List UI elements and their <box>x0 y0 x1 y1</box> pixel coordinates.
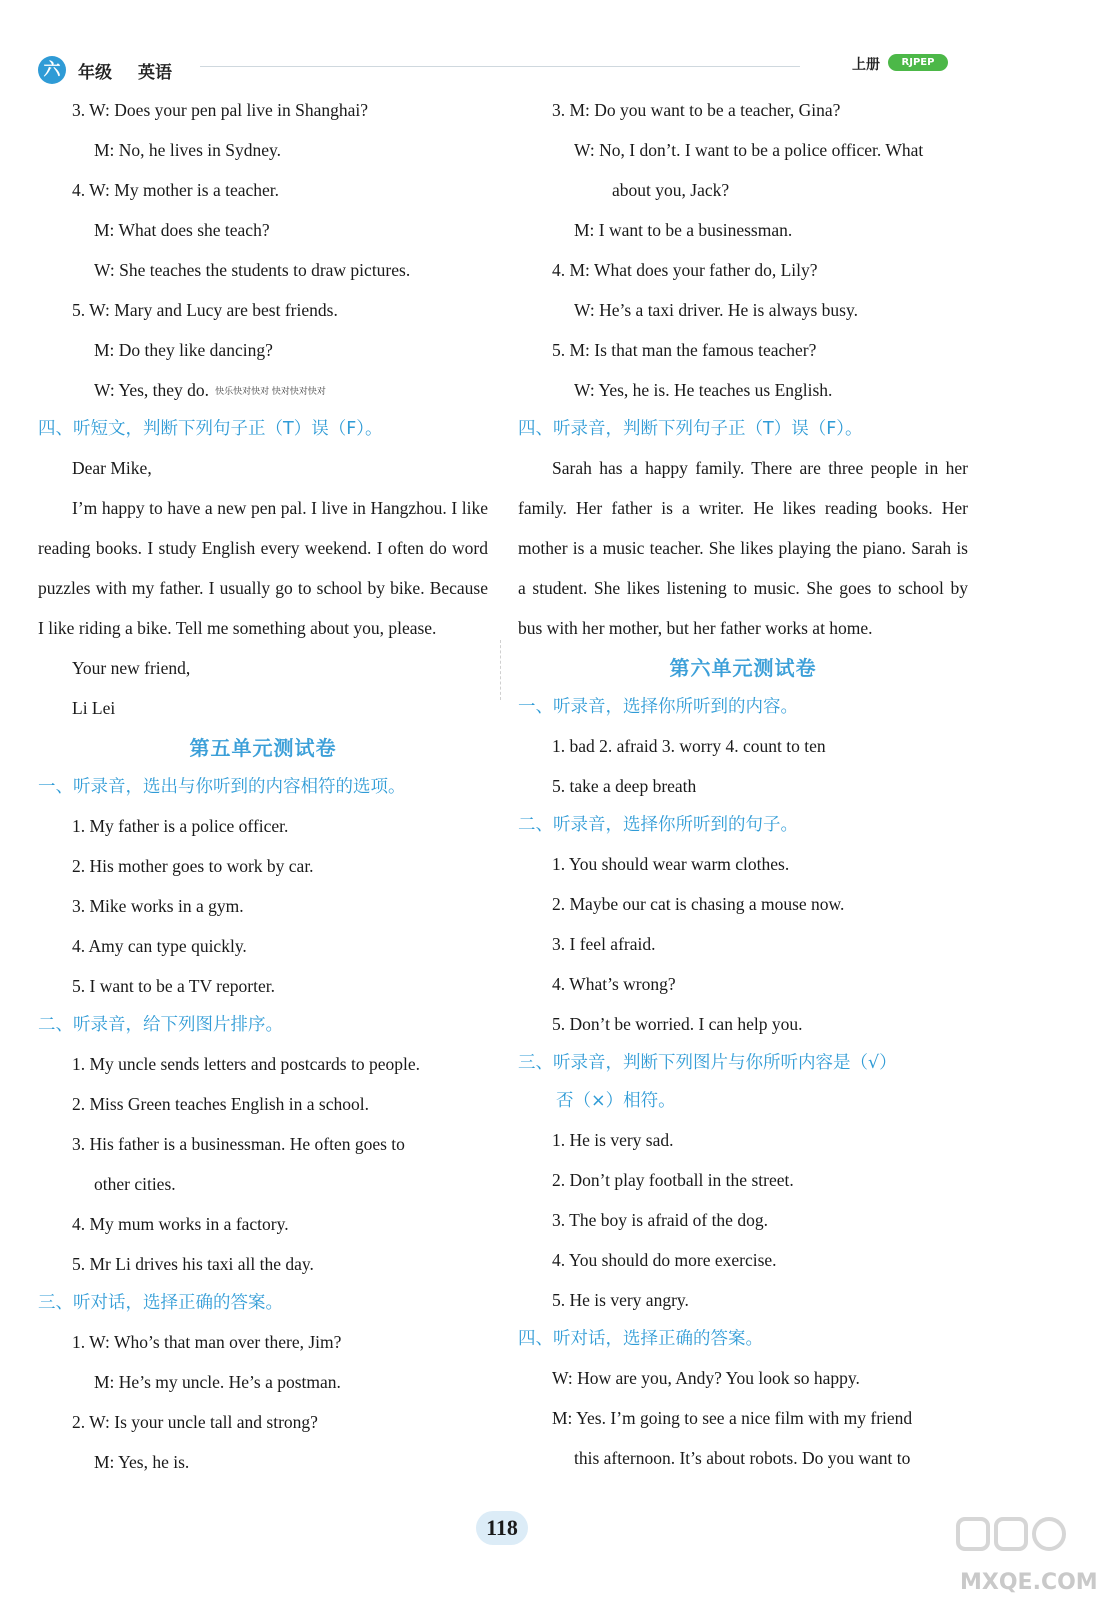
line-text: 3. M: Do you want to be a teacher, Gina? <box>552 100 841 120</box>
text-line <box>38 170 488 210</box>
text-line <box>38 1204 488 1244</box>
text-line <box>518 130 968 170</box>
line-text: 1. You should wear warm clothes. <box>552 854 790 874</box>
column-divider <box>500 640 501 700</box>
line-text: W: Yes, he is. He teaches us English. <box>574 380 833 400</box>
text-line <box>38 1164 488 1204</box>
handwritten-note: 快乐快对快对 快对快对快对 <box>215 386 326 397</box>
text-line <box>518 290 968 330</box>
line-text: 3. W: Does your pen pal live in Shanghai? <box>72 100 368 120</box>
line-text: Dear Mike, <box>72 458 152 478</box>
header-rule <box>200 66 800 67</box>
line-text: W: How are you, Andy? You look so happy. <box>552 1368 860 1388</box>
text-line <box>38 250 488 290</box>
line-text: M: What does she teach? <box>94 220 270 240</box>
text-line <box>518 370 968 410</box>
section-heading: 四、听短文，判断下列句子正（T）误（F）。 <box>38 419 383 439</box>
text-line <box>38 846 488 886</box>
line-text: about you, Jack? <box>612 180 730 200</box>
text-line <box>38 1244 488 1284</box>
text-line <box>518 1004 968 1044</box>
line-text: 3. The boy is afraid of the dog. <box>552 1210 768 1230</box>
line-text: 4. Amy can type quickly. <box>72 936 247 956</box>
text-line <box>38 1362 488 1402</box>
text-line <box>518 1280 968 1320</box>
line-text: 5. Mr Li drives his taxi all the day. <box>72 1254 314 1274</box>
text-line <box>518 90 968 130</box>
section-heading: 三、听录音，判断下列图片与你所听内容是（√） <box>518 1053 897 1073</box>
left-column <box>38 90 488 1482</box>
text-line <box>518 1240 968 1280</box>
section-heading: 二、听录音，选择你所听到的句子。 <box>518 815 798 835</box>
text-line <box>518 726 968 766</box>
text-line <box>38 886 488 926</box>
text-line <box>38 966 488 1006</box>
paragraph-text: I’m happy to have a new pen pal. I live in Hangzhou. I like reading books. I study English every weekend. I often do word puzzles with my father. I usually go to school by bike. Because I like riding a bike. Tell me something about you, please. <box>38 498 488 638</box>
watermark-text: MXQE.COM <box>960 1570 1098 1595</box>
text-line <box>38 1322 488 1362</box>
line-text: 2. Maybe our cat is chasing a mouse now. <box>552 894 845 914</box>
text-line <box>38 1044 488 1084</box>
line-text: 4. My mum works in a factory. <box>72 1214 289 1234</box>
line-text: 2. W: Is your uncle tall and strong? <box>72 1412 318 1432</box>
passage-paragraph <box>518 448 968 648</box>
text-line <box>38 448 488 488</box>
text-line <box>38 1442 488 1482</box>
line-text: W: Yes, they do. <box>94 380 210 400</box>
text-line <box>518 170 968 210</box>
line-text: M: He’s my uncle. He’s a postman. <box>94 1372 341 1392</box>
line-text: 3. Mike works in a gym. <box>72 896 244 916</box>
section-heading: 一、听录音，选出与你听到的内容相符的选项。 <box>38 777 406 797</box>
line-text: 4. What’s wrong? <box>552 974 676 994</box>
text-line <box>518 330 968 370</box>
line-text: 5. I want to be a TV reporter. <box>72 976 275 996</box>
line-text: M: Yes. I’m going to see a nice film with my friend <box>552 1408 913 1428</box>
line-text: M: No, he lives in Sydney. <box>94 140 281 160</box>
line-text: 4. M: What does your father do, Lily? <box>552 260 818 280</box>
line-text: Your new friend, <box>72 658 191 678</box>
text-line <box>518 250 968 290</box>
line-text: 3. His father is a businessman. He often goes to <box>72 1134 405 1154</box>
line-text: 1. bad 2. afraid 3. worry 4. count to ten <box>552 736 826 756</box>
line-text: 3. I feel afraid. <box>552 934 656 954</box>
line-text: W: He’s a taxi driver. He is always busy. <box>574 300 858 320</box>
line-text: 5. M: Is that man the famous teacher? <box>552 340 817 360</box>
grade-label: 年级 <box>78 63 112 83</box>
text-line <box>518 844 968 884</box>
text-line <box>518 1120 968 1160</box>
text-line <box>518 1358 968 1398</box>
line-text: 2. Miss Green teaches English in a school. <box>72 1094 369 1114</box>
section-heading: 一、听录音，选择你所听到的内容。 <box>518 697 798 717</box>
line-text: this afternoon. It’s about robots. Do you want to <box>574 1448 911 1468</box>
text-line <box>38 688 488 728</box>
line-text: 5. take a deep breath <box>552 776 697 796</box>
text-line <box>38 1124 488 1164</box>
line-text: 5. Don’t be worried. I can help you. <box>552 1014 803 1034</box>
text-line <box>518 884 968 924</box>
right-column <box>518 90 968 1478</box>
text-line <box>518 964 968 1004</box>
text-line <box>38 210 488 250</box>
text-line <box>518 1200 968 1240</box>
line-text: W: She teaches the students to draw pictures. <box>94 260 411 280</box>
text-line <box>38 330 488 370</box>
line-text: 5. He is very angry. <box>552 1290 689 1310</box>
text-line <box>518 1398 968 1438</box>
text-line <box>38 90 488 130</box>
line-text: 4. W: My mother is a teacher. <box>72 180 280 200</box>
edition-badge: RJPEP <box>888 54 948 71</box>
page-number: 118 <box>486 1515 518 1540</box>
grade-badge: 六 <box>38 56 66 84</box>
section-heading: 否（×）相符。 <box>556 1091 676 1111</box>
unit-title: 第五单元测试卷 <box>189 736 337 760</box>
line-text: M: Yes, he is. <box>94 1452 190 1472</box>
text-line <box>38 130 488 170</box>
line-text: 4. You should do more exercise. <box>552 1250 777 1270</box>
text-line <box>38 648 488 688</box>
section-heading: 三、听对话，选择正确的答案。 <box>38 1293 283 1313</box>
line-text: Li Lei <box>72 698 116 718</box>
section-heading: 四、听对话，选择正确的答案。 <box>518 1329 763 1349</box>
text-line <box>38 290 488 330</box>
text-line <box>38 806 488 846</box>
line-text: 1. W: Who’s that man over there, Jim? <box>72 1332 342 1352</box>
text-line <box>38 1402 488 1442</box>
line-text: 2. Don’t play football in the street. <box>552 1170 794 1190</box>
unit-title: 第六单元测试卷 <box>669 656 817 680</box>
text-line <box>38 370 488 410</box>
text-line <box>38 926 488 966</box>
text-line <box>518 1160 968 1200</box>
line-text: 1. He is very sad. <box>552 1130 674 1150</box>
section-heading: 二、听录音，给下列图片排序。 <box>38 1015 283 1035</box>
line-text: M: Do they like dancing? <box>94 340 273 360</box>
line-text: 2. His mother goes to work by car. <box>72 856 314 876</box>
subject-label: 英语 <box>138 63 172 83</box>
line-text: other cities. <box>94 1174 176 1194</box>
paragraph-text: Sarah has a happy family. There are three people in her family. Her father is a writer. He likes reading books. Her mother is a music teacher. She likes playing the piano. Sarah is a student. She likes listening to music. She goes to school by bus with her mother, but her father works at home. <box>518 458 968 638</box>
line-text: M: I want to be a businessman. <box>574 220 793 240</box>
page-header <box>0 0 1078 90</box>
line-text: 1. My uncle sends letters and postcards to people. <box>72 1054 420 1074</box>
line-text: W: No, I don’t. I want to be a police officer. What <box>574 140 924 160</box>
line-text: 5. W: Mary and Lucy are best friends. <box>72 300 338 320</box>
text-line <box>518 766 968 806</box>
section-heading: 四、听录音，判断下列句子正（T）误（F）。 <box>518 419 863 439</box>
text-line <box>518 210 968 250</box>
volume-label: 上册 <box>852 57 880 73</box>
passage-paragraph <box>38 488 488 648</box>
line-text: 1. My father is a police officer. <box>72 816 289 836</box>
text-line <box>518 924 968 964</box>
text-line <box>518 1438 968 1478</box>
text-line <box>38 1084 488 1124</box>
